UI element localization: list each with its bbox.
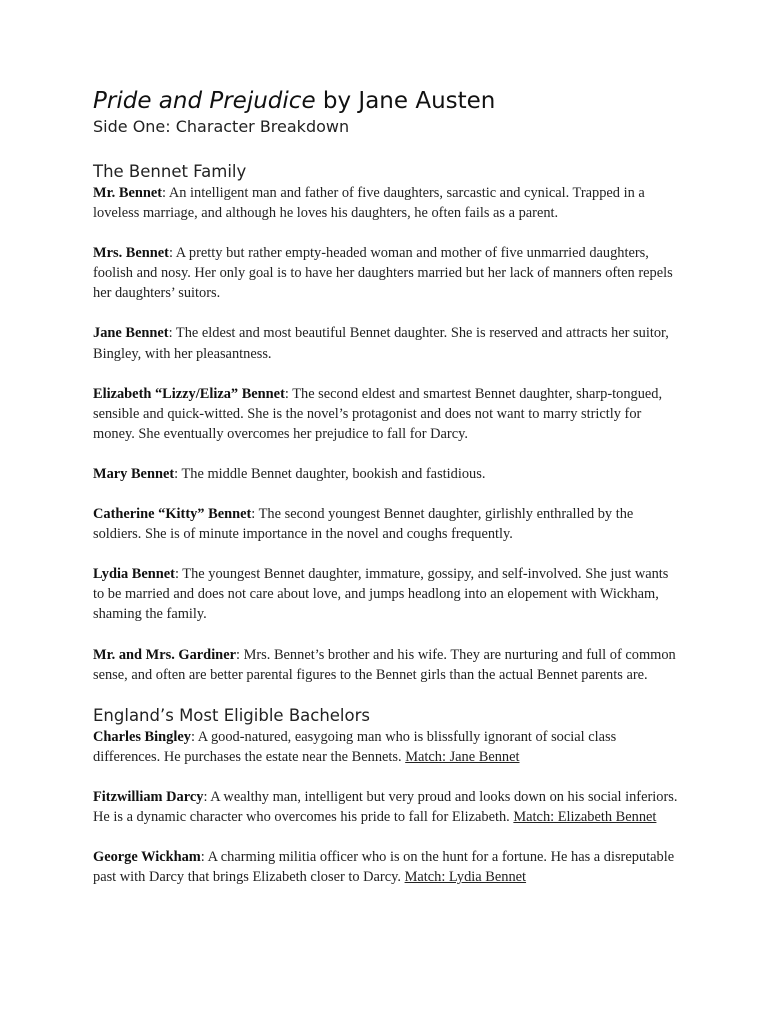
section-heading-eligible-bachelors: England’s Most Eligible Bachelors — [93, 705, 370, 725]
character-name: Mrs. Bennet — [93, 245, 169, 262]
document-title — [93, 86, 681, 116]
character-entry-gardiners — [93, 645, 681, 685]
character-entry-mrs-bennet — [93, 243, 681, 303]
document-subtitle: Side One: Character Breakdown — [93, 117, 350, 136]
character-description: : A pretty but rather empty-headed woman and mother of five unmarried daughters, foolish and nosy. Her only goal is to have her daughters married but her lack of manners often repels her daughters’ suitors. — [93, 245, 673, 302]
character-name: Fitzwilliam Darcy — [93, 788, 204, 805]
character-description: : A wealthy man, intelligent but very proud and looks down on his social inferiors. He is a dynamic character who overcomes his pride to fall for Elizabeth. — [93, 788, 678, 825]
character-entry-kitty-bennet — [93, 504, 681, 544]
character-name: Catherine “Kitty” Bennet — [93, 506, 252, 523]
character-name: Charles Bingley — [93, 728, 191, 745]
document-page — [93, 86, 681, 907]
character-entry-george-wickham — [93, 847, 681, 887]
character-entry-charles-bingley — [93, 727, 681, 767]
character-name: Elizabeth “Lizzy/Eliza” Bennet — [93, 385, 285, 402]
character-description: : The youngest Bennet daughter, immature, gossipy, and self-involved. She just wants to be married and does not care about love, and jumps headlong into an elopement with Wickham, shaming the family. — [93, 566, 669, 623]
character-description: : An intelligent man and father of five daughters, sarcastic and cynical. Trapped in a loveless marriage, and although he loves his daughters, he often fails as a parent. — [93, 185, 645, 222]
character-entry-mr-bennet — [93, 183, 681, 223]
character-description: : Mrs. Bennet’s brother and his wife. They are nurturing and full of common sense, and often are better parental figures to the Bennet girls than the actual Bennet parents are. — [93, 646, 676, 683]
character-entry-jane-bennet — [93, 323, 681, 363]
title-author: by Jane Austen — [315, 88, 496, 114]
character-name: George Wickham — [93, 849, 201, 866]
character-name: Jane Bennet — [93, 325, 169, 342]
section-heading-bennet-family: The Bennet Family — [93, 162, 247, 181]
character-entry-fitzwilliam-darcy — [93, 787, 681, 827]
character-entry-elizabeth-bennet — [93, 384, 681, 444]
character-description: : The second youngest Bennet daughter, girlishly enthralled by the soldiers. She is of minute importance in the novel and coughs frequently. — [93, 506, 634, 543]
character-description: : The second eldest and smartest Bennet daughter, sharp-tongued, sensible and quick-witted. She is the novel’s protagonist and does not want to marry strictly for money. She eventually overcomes her prejudice to fall for Darcy. — [93, 385, 663, 442]
book-title: Pride and Prejudice — [93, 88, 316, 114]
character-name: Mr. and Mrs. Gardiner — [93, 646, 236, 663]
match-label: Match: Elizabeth Bennet — [513, 808, 657, 825]
match-label: Match: Jane Bennet — [405, 748, 520, 765]
character-name: Mary Bennet — [93, 465, 175, 482]
character-description: : The middle Bennet daughter, bookish and fastidious. — [174, 465, 486, 482]
character-name: Mr. Bennet — [93, 185, 163, 201]
character-name: Lydia Bennet — [93, 566, 175, 583]
match-label: Match: Lydia Bennet — [404, 869, 527, 886]
character-entry-mary-bennet — [93, 464, 681, 484]
character-description: : The eldest and most beautiful Bennet daughter. She is reserved and attracts her suitor, Bingley, with her pleasantness. — [93, 325, 669, 362]
character-entry-lydia-bennet — [93, 564, 681, 624]
character-description: : A charming militia officer who is on the hunt for a fortune. He has a disreputable past with Darcy that brings Elizabeth closer to Darcy. — [93, 849, 675, 886]
character-description: : A good-natured, easygoing man who is blissfully ignorant of social class differences. He purchases the estate near the Bennets. — [93, 728, 617, 765]
